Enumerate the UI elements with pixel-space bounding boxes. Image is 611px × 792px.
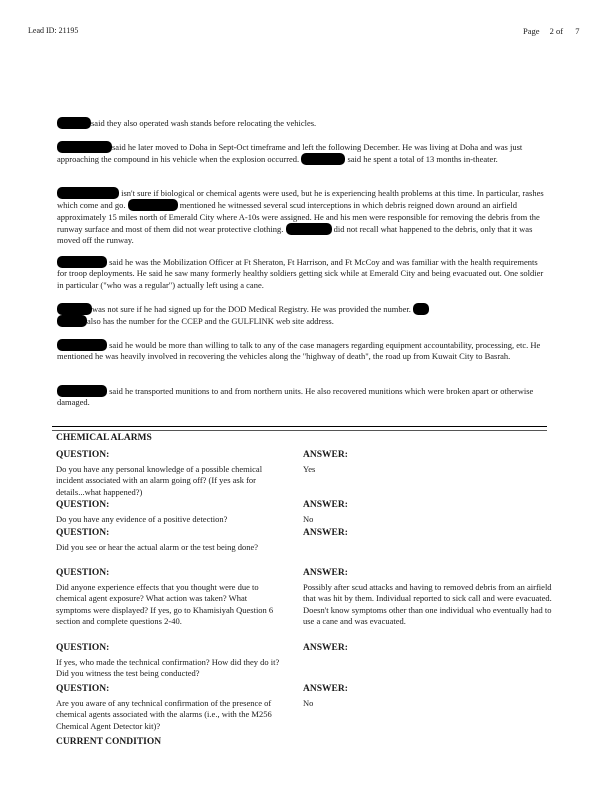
question-block <box>56 528 281 553</box>
section-divider-thin <box>52 430 547 431</box>
paragraph-text: mentioned he witnessed several scud interceptions in which debris reigned down around an airfield approximately 15 miles north of Emerald City where A-10s were assigned. He and his men were responsible for removing the debris from the runway surface and most of them did not wear protective clothing. <box>57 200 540 234</box>
page-indicator <box>523 26 580 36</box>
paragraph-text: did not recall what happened to the debris, only that it was moved off the runway. <box>57 223 533 246</box>
paragraph-registry <box>57 303 547 328</box>
question-text: Did anyone experience effects that you thought were due to chemical agent exposure? What action was taken? What symptoms were displayed? If yes, go to Khamisiyah Question 6 section and complete questions 2-40. <box>56 581 274 626</box>
section-divider <box>52 426 547 427</box>
redaction-block <box>57 141 112 153</box>
answer-block <box>303 500 553 525</box>
question-label: QUESTION: <box>56 528 110 538</box>
redaction-block <box>57 187 119 199</box>
question-text: If yes, who made the technical confirmation? How did they do it? Did you witness the test being conducted? <box>56 656 280 678</box>
question-text: Did you see or hear the actual alarm or the test being done? <box>56 541 259 552</box>
redaction-block <box>301 153 345 165</box>
next-section-title: CURRENT CONDITION <box>56 737 162 747</box>
question-label: QUESTION: <box>56 568 110 578</box>
paragraph-text: said they also operated wash stands before relocating the vehicles. <box>91 118 317 128</box>
answer-label: ANSWER: <box>303 450 348 460</box>
paragraph-mobilization <box>57 256 547 291</box>
redaction-block <box>57 315 87 327</box>
answer-label: ANSWER: <box>303 568 348 578</box>
redaction-block <box>128 199 178 211</box>
paragraph-text: said he would be more than willing to talk to any of the case managers regarding equipment accountability, processing, etc. He mentioned he was heavily involved in recovering the vehicles along the "highway of death", the road up from Kuwait City to Basrah. <box>57 340 541 362</box>
answer-label: ANSWER: <box>303 528 348 538</box>
answer-block <box>303 450 553 475</box>
question-block <box>56 500 281 525</box>
question-label: QUESTION: <box>56 500 110 510</box>
lead-id: Lead ID: 21195 <box>28 26 79 35</box>
answer-block <box>303 568 553 628</box>
answer-block <box>303 684 553 709</box>
question-text: Do you have any personal knowledge of a possible chemical incident associated with an alarm going off? (If yes ask for details...what happened?) <box>56 463 263 497</box>
paragraph-text: said he later moved to Doha in Sept-Oct timeframe and left the following December. He was living at Doha and was just approaching the compound in his vehicle when the explosion occurred. <box>57 142 523 165</box>
redaction-block <box>413 303 429 315</box>
answer-text: No <box>303 697 314 708</box>
answer-label: ANSWER: <box>303 500 348 510</box>
redaction-block <box>57 256 107 268</box>
paragraph-wash-stands <box>57 117 547 129</box>
answer-text: No <box>303 513 314 524</box>
paragraph-health <box>57 187 547 246</box>
question-block <box>56 568 281 628</box>
answer-text: Possibly after scud attacks and having to removed debris from an airfield that was hit by them. Individual reported to sick call and were evacuated. Doesn't know symptoms other than one individual who eventually had to use a cane and was evacuated. <box>303 581 552 626</box>
answer-label: ANSWER: <box>303 684 348 694</box>
redaction-block <box>286 223 332 235</box>
question-label: QUESTION: <box>56 684 110 694</box>
redaction-block <box>57 117 91 129</box>
question-label: QUESTION: <box>56 643 110 653</box>
page-label: Page <box>523 26 540 36</box>
paragraph-doha <box>57 141 547 166</box>
question-block <box>56 684 281 732</box>
paragraph-munitions <box>57 385 547 409</box>
page-total: 7 <box>575 26 580 36</box>
paragraph-text: isn't sure if biological or chemical agents were used, but he is experiencing health problems at this time. In particular, rashes which come and go. <box>57 188 544 211</box>
redaction-block <box>57 385 107 397</box>
paragraph-text: also has the number for the CCEP and the GULFLINK web site address. <box>87 316 334 327</box>
answer-label: ANSWER: <box>303 643 348 653</box>
paragraph-text: said he transported munitions to and from northern units. He also recovered munitions which were broken apart or otherwise damaged. <box>57 386 534 408</box>
answer-text: Yes <box>303 463 316 474</box>
page-number: 2 <box>549 26 554 36</box>
paragraph-text: said he spent a total of 13 months in-theater. <box>347 154 498 165</box>
question-text: Are you aware of any technical confirmation of the presence of chemical agents associated with the alarms (i.e., with the M256 Chemical Agent Detector kit)? <box>56 697 272 731</box>
answer-block <box>303 528 553 542</box>
paragraph-case-managers <box>57 339 547 363</box>
question-block <box>56 643 281 680</box>
paragraph-text: was not sure if he had signed up for the DOD Medical Registry. He was provided the number. <box>92 304 411 314</box>
answer-block <box>303 643 553 657</box>
of-label: of <box>556 26 564 36</box>
question-text: Do you have any evidence of a positive detection? <box>56 513 228 524</box>
redaction-block <box>57 339 107 351</box>
redaction-block <box>57 303 92 315</box>
question-block <box>56 450 281 498</box>
question-label: QUESTION: <box>56 450 110 460</box>
paragraph-text: said he was the Mobilization Officer at Ft Sheraton, Ft Harrison, and Ft McCoy and was familiar with the health requirements for troop deployments. He said he saw many formerly healthy soldiers getting sick while at Emerald City and being evacuated out. One soldier in particular ("who was a regular") actually left using a cane. <box>57 257 544 290</box>
section-title: CHEMICAL ALARMS <box>56 433 152 443</box>
